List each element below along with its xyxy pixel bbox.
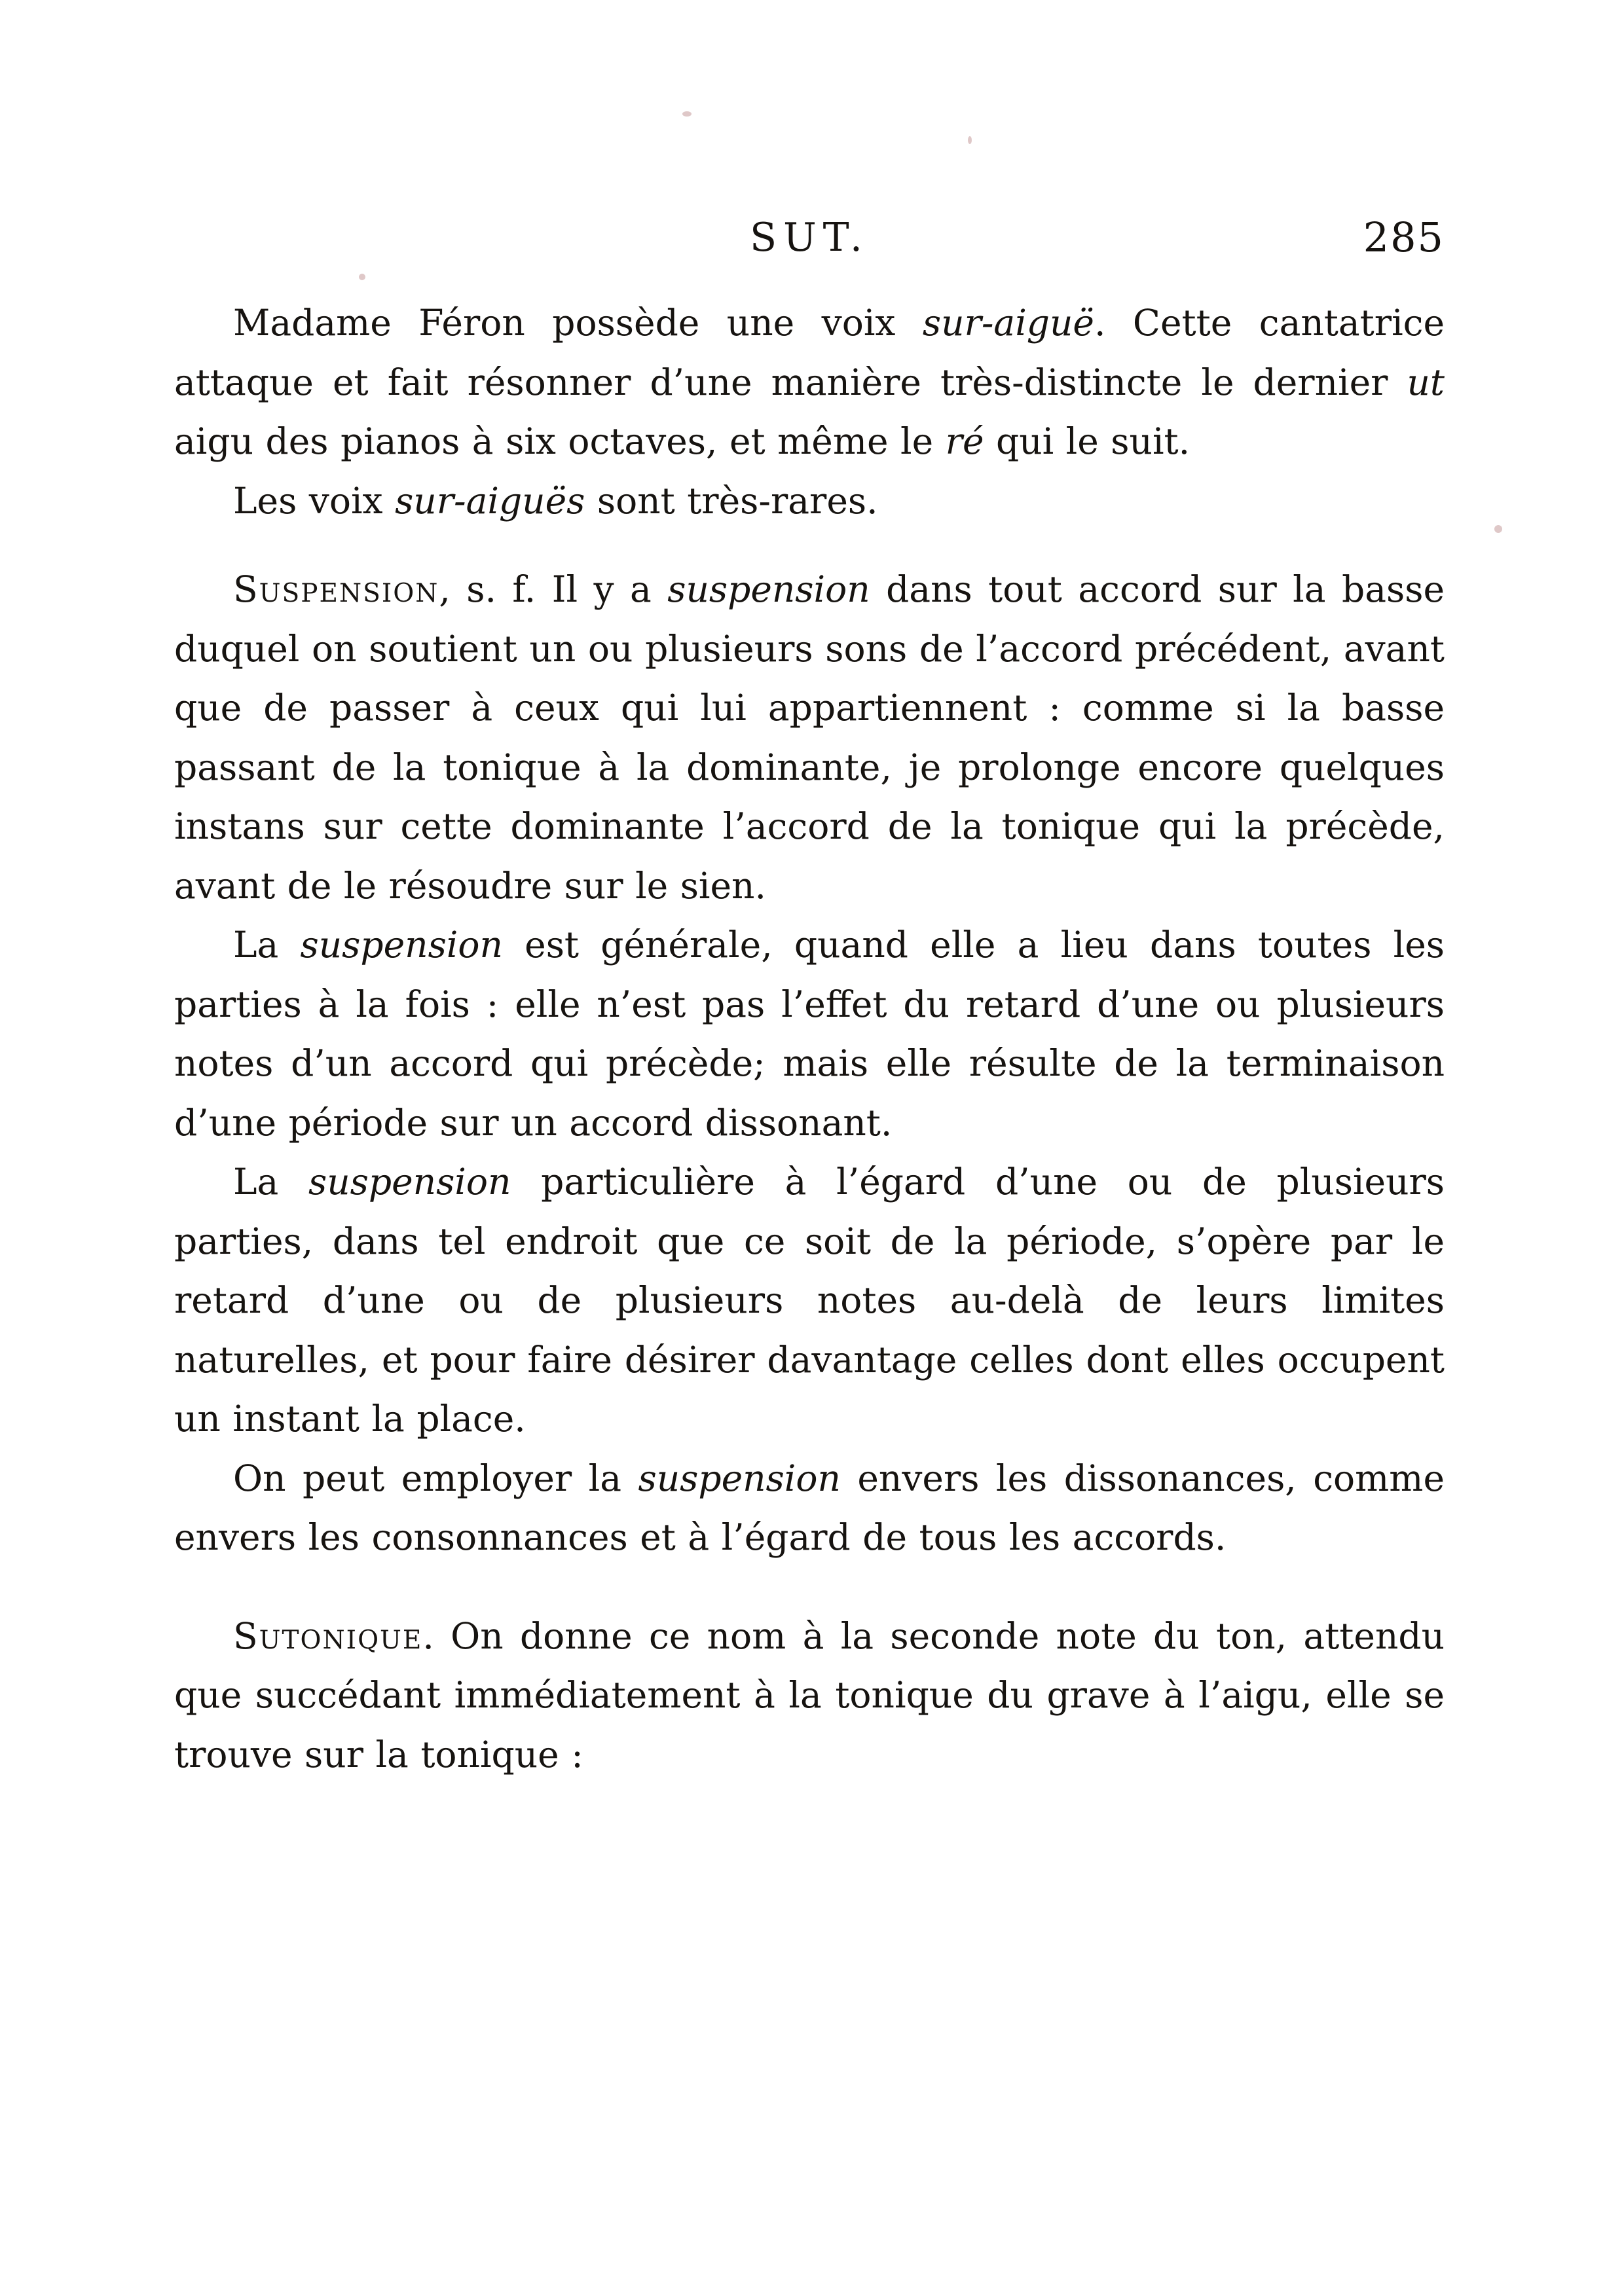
text-run: dans tout accord sur la basse duquel on soutient un ou plusieurs sons de l’accord précédent, avant que de passer à ceux qui lui appartiennent : comme si la basse passant de la tonique à la dominante, je prolonge encore quelques instans sur cette dominante l’accord de la tonique qui la précède, avant de le résoudre sur le sien. [174, 568, 1445, 907]
entry-sutonique [174, 1607, 1445, 1785]
page-header [174, 208, 1445, 267]
text-run: envers les dissonances, comme envers les consonnances et à l’égard de tous les accords. [174, 1457, 1445, 1558]
text-run: On peut employer la [233, 1457, 638, 1499]
text-run: qui le suit. [984, 420, 1190, 462]
text-run: sont très-rares. [585, 479, 878, 522]
page-number: 285 [1363, 213, 1445, 261]
text-run: La [233, 1161, 309, 1203]
italic-term: suspension [300, 924, 503, 966]
paragraph-voix-rares [174, 471, 1445, 531]
paragraph-suspension-generale [174, 915, 1445, 1152]
italic-term: ut [1407, 361, 1445, 403]
text-run: La [233, 924, 301, 966]
ink-speck [1494, 525, 1502, 533]
italic-term: suspension [667, 568, 870, 610]
italic-term: suspension [638, 1457, 841, 1499]
text-run: particulière à l’égard d’une ou de plusieurs parties, dans tel endroit que ce soit de la période, s’opère par le retard d’une ou de plusieurs notes au-delà de leurs limites naturelles, et pour faire désirer davantage celles dont elles occupent un instant la place. [174, 1161, 1445, 1440]
running-head: SUT. [750, 215, 869, 261]
ink-speck [968, 136, 972, 144]
entry-headword: Suspension [233, 568, 439, 610]
ink-speck [359, 274, 365, 280]
text-run: est générale, quand elle a lieu dans toutes les parties à la fois : elle n’est pas l’effet du retard d’une ou plusieurs notes d’un accord qui précède; mais elle résulte de la terminaison d’une période sur un accord dissonant. [174, 924, 1445, 1144]
entry-suspension [174, 560, 1445, 915]
ink-speck [682, 111, 692, 117]
italic-term: sur-aiguës [395, 479, 585, 522]
text-run: Madame Féron possède une voix [233, 302, 923, 344]
text-run: . Cette cantatrice attaque et fait résonner d’une manière très-distincte le dernier [174, 302, 1445, 403]
entry-headword: Sutonique [233, 1614, 423, 1657]
italic-term: suspension [308, 1161, 511, 1203]
paragraph-employer-suspension [174, 1449, 1445, 1567]
text-run: Les voix [233, 479, 396, 522]
paragraph-suspension-particuliere [174, 1152, 1445, 1449]
paragraph-feron [174, 293, 1445, 471]
text-run: aigu des pianos à six octaves, et même le [174, 420, 946, 462]
text-run: . On donne ce nom à la seconde note du ton, attendu que succédant immédiatement à la tonique du grave à l’aigu, elle se trouve sur la tonique : [174, 1614, 1445, 1776]
text-run: , s. f. Il y a [439, 568, 668, 610]
body-text [174, 293, 1445, 1784]
italic-term: ré [945, 420, 984, 462]
italic-term: sur-aiguë [922, 302, 1094, 344]
